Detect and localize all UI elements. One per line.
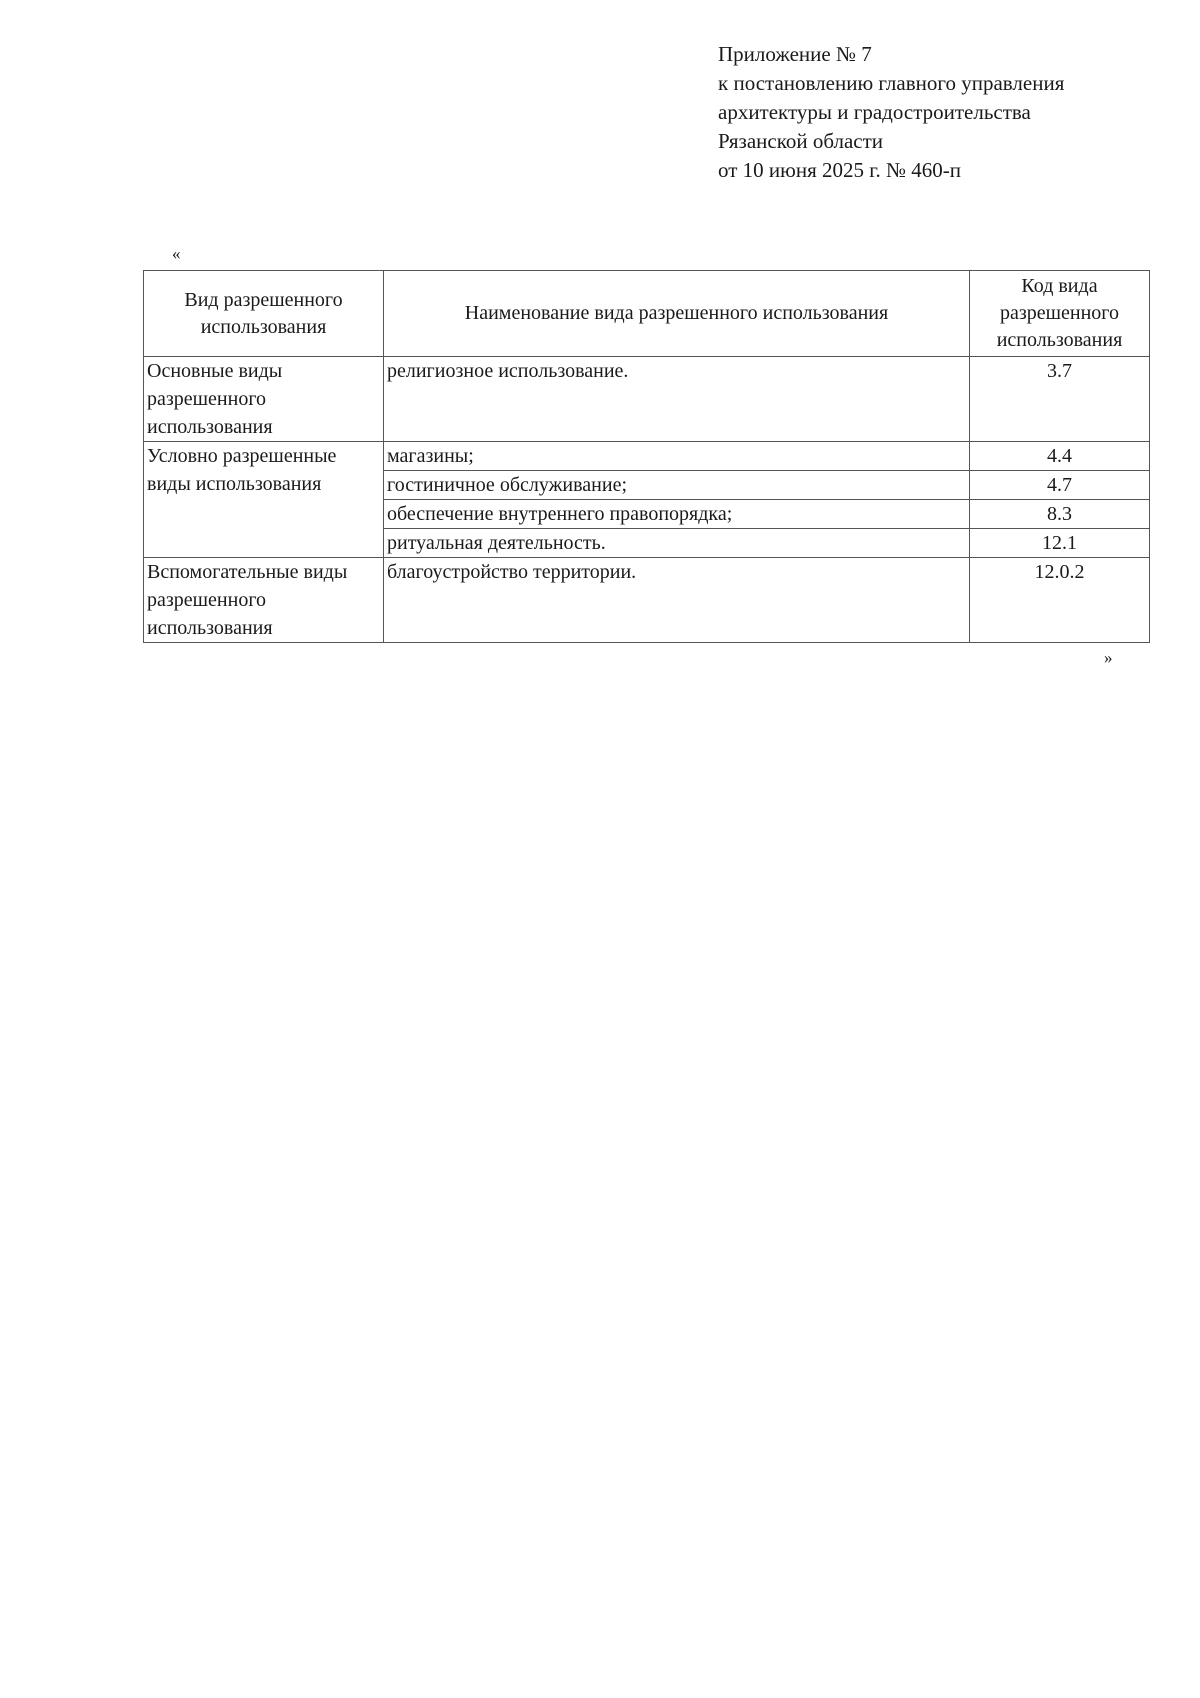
group-kind-auxiliary: Вспомогательные виды разрешенного использования [144, 558, 384, 643]
table-row [144, 558, 1150, 643]
use-code: 12.1 [970, 529, 1150, 558]
use-name: благоустройство территории. [384, 558, 970, 643]
use-code: 4.4 [970, 442, 1150, 471]
group-kind-main: Основные виды разрешенного использования [144, 357, 384, 442]
use-code: 3.7 [970, 357, 1150, 442]
header-line-date-number: от 10 июня 2025 г. № 460-п [718, 158, 961, 182]
closing-quote: » [1104, 648, 1113, 667]
use-name: магазины; [384, 442, 970, 471]
group-kind-conditional: Условно разрешенные виды использования [144, 442, 384, 558]
table-row [144, 357, 1150, 442]
header-name: Наименование вида разрешенного использования [384, 271, 970, 357]
header-line-appendix: Приложение № 7 [718, 42, 872, 66]
header-code: Код вида разрешенного использования [970, 271, 1150, 357]
use-name: гостиничное обслуживание; [384, 471, 970, 500]
use-code: 4.7 [970, 471, 1150, 500]
use-name: религиозное использование. [384, 357, 970, 442]
permitted-use-table [143, 270, 1150, 643]
use-code: 8.3 [970, 500, 1150, 529]
table-header-row [144, 271, 1150, 357]
opening-quote: « [172, 244, 181, 263]
use-name: ритуальная деятельность. [384, 529, 970, 558]
document-header [718, 40, 1064, 185]
header-line-resolution: к постановлению главного управления [718, 71, 1065, 95]
use-name: обеспечение внутреннего правопорядка; [384, 500, 970, 529]
use-code: 12.0.2 [970, 558, 1150, 643]
header-line-authority: архитектуры и градостроительства [718, 100, 1031, 124]
header-line-region: Рязанской области [718, 129, 884, 153]
header-kind: Вид разрешенного использования [144, 271, 384, 357]
table-row [144, 442, 1150, 471]
